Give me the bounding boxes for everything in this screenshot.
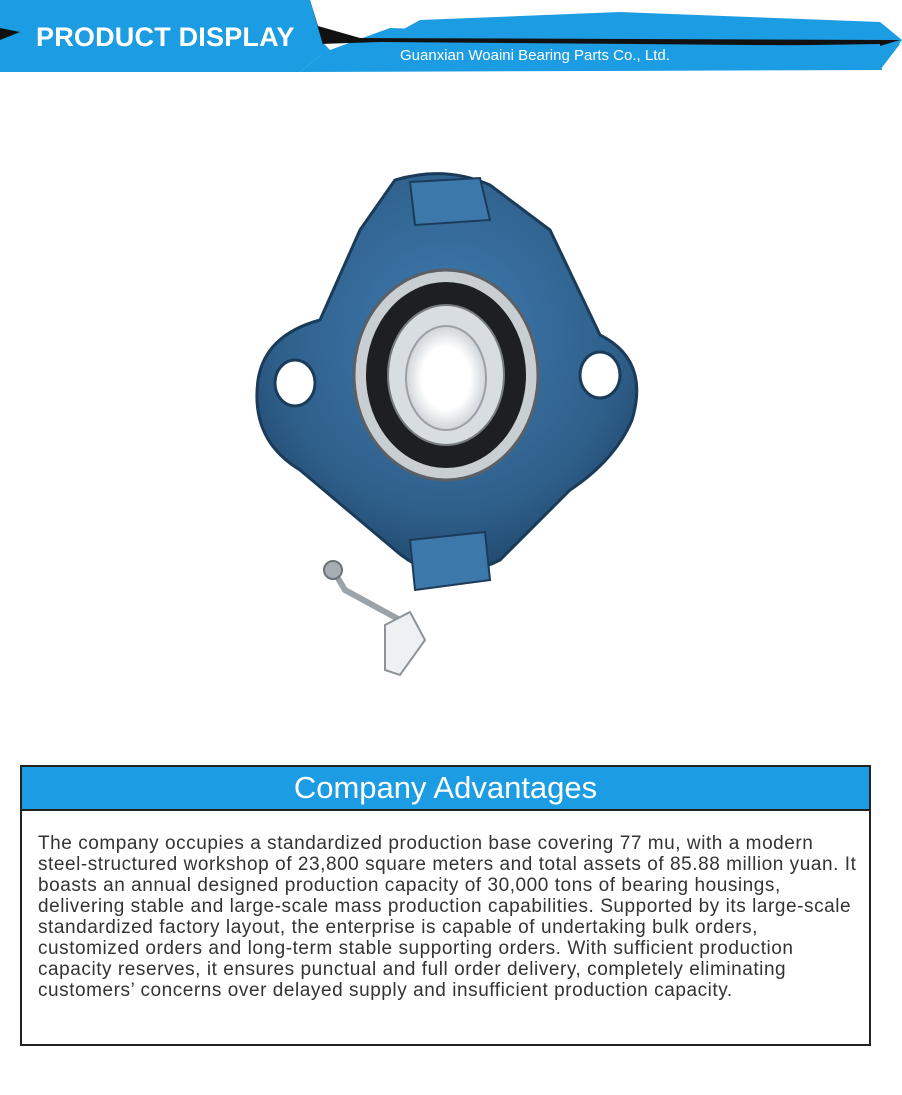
page-title: PRODUCT DISPLAY	[36, 22, 295, 52]
flange-bearing-unit-icon	[0, 120, 902, 720]
header-banner	[0, 0, 902, 72]
section-body: The company occupies a standardized production base covering 77 mu, with a modern steel-structured workshop of 23,800 square meters and total assets of 85.88 million yuan. It boasts an annual designed production capacity of 30,000 tons of bearing housings, delivering stable and large-scale mass production capabilities. Supported by its large-scale standardized factory layout, the enterprise is capable of undertaking bulk orders, customized orders and long-term stable supporting orders. With sufficient production capacity reserves, it ensures punctual and full order delivery, completely eliminating customers’ concerns over delayed supply and insufficient production capacity.	[38, 833, 857, 1001]
company-advantages-panel	[20, 765, 871, 1046]
product-photo	[0, 120, 902, 720]
section-heading: Company Advantages	[22, 767, 869, 811]
company-name: Guanxian Woaini Bearing Parts Co., Ltd.	[400, 47, 670, 64]
